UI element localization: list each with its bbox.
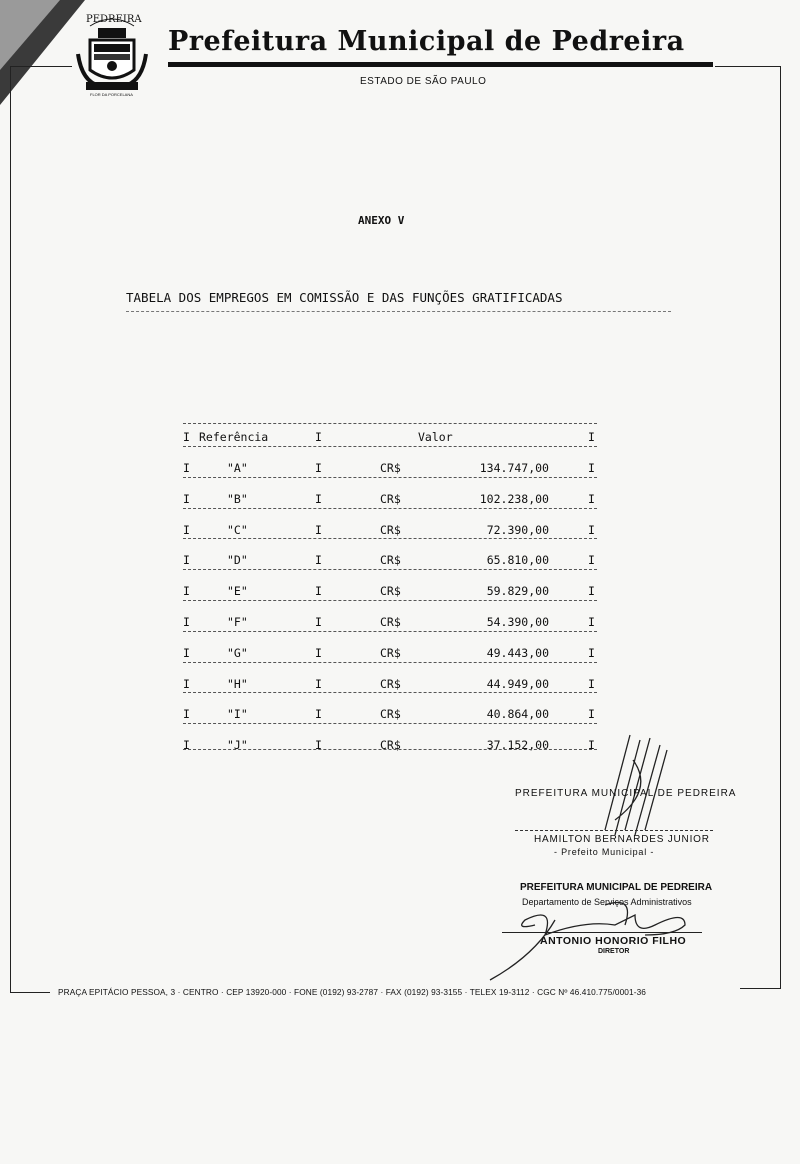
signature-org: PREFEITURA MUNICIPAL DE PEDREIRA bbox=[515, 788, 737, 799]
crest-text-top: PEDREIRA bbox=[86, 14, 142, 25]
row-value: 65.810,00 bbox=[486, 553, 549, 568]
table-border: I bbox=[183, 522, 190, 537]
table-border: I bbox=[315, 738, 322, 753]
signatory-role: - Prefeito Municipal - bbox=[554, 847, 655, 857]
stamp-name: ANTONIO HONORIO FILHO bbox=[540, 935, 687, 947]
table-bottom-border bbox=[183, 749, 597, 750]
table-row bbox=[183, 707, 597, 721]
table-row bbox=[183, 738, 597, 752]
table-separator bbox=[183, 446, 597, 447]
table-border: I bbox=[588, 738, 595, 753]
table-border: I bbox=[588, 491, 595, 506]
table-separator bbox=[183, 631, 597, 632]
footer-rule bbox=[740, 988, 781, 989]
table-border: I bbox=[315, 430, 322, 444]
table-border: I bbox=[315, 491, 322, 506]
row-value: 44.949,00 bbox=[486, 676, 549, 691]
header-value: Valor bbox=[418, 430, 453, 444]
row-value: 134.747,00 bbox=[479, 461, 549, 475]
row-reference: "A" bbox=[227, 461, 248, 475]
table-border: I bbox=[315, 645, 322, 660]
table-separator bbox=[183, 600, 597, 601]
title-rule bbox=[168, 62, 713, 67]
row-reference: "C" bbox=[227, 522, 248, 537]
row-reference: "E" bbox=[227, 584, 248, 599]
row-reference: "H" bbox=[227, 676, 248, 691]
signature-scribble bbox=[585, 730, 685, 840]
row-reference: "G" bbox=[227, 645, 248, 660]
signature-line bbox=[515, 830, 713, 831]
table-border: I bbox=[315, 461, 322, 475]
table-border: I bbox=[315, 522, 322, 537]
table-border: I bbox=[183, 584, 190, 599]
table-border: I bbox=[315, 676, 322, 691]
row-value: 49.443,00 bbox=[486, 645, 549, 660]
annex-heading: ANEXO V bbox=[358, 214, 405, 227]
stamp-org: PREFEITURA MUNICIPAL DE PEDREIRA bbox=[520, 882, 713, 893]
row-value: 37.152,00 bbox=[486, 738, 549, 753]
table-border: I bbox=[588, 553, 595, 568]
table-row bbox=[183, 646, 597, 660]
row-value: 102.238,00 bbox=[479, 491, 549, 506]
table-border: I bbox=[588, 645, 595, 660]
municipal-crest-logo bbox=[76, 14, 148, 98]
table-separator bbox=[183, 723, 597, 724]
table-border: I bbox=[588, 676, 595, 691]
row-currency: CR$ bbox=[380, 461, 401, 475]
row-value: 40.864,00 bbox=[486, 707, 549, 722]
table-border: I bbox=[183, 645, 190, 660]
frame-line bbox=[780, 66, 781, 988]
frame-line bbox=[10, 66, 11, 992]
title-underline bbox=[126, 311, 671, 312]
table-header-row bbox=[183, 430, 597, 444]
letterhead-title: Prefeitura Municipal de Pedreira bbox=[168, 26, 685, 57]
table-separator bbox=[183, 692, 597, 693]
signatory-name: HAMILTON BERNARDES JUNIOR bbox=[534, 834, 710, 845]
table-border: I bbox=[183, 676, 190, 691]
row-value: 54.390,00 bbox=[486, 615, 549, 629]
table-border: I bbox=[588, 584, 595, 599]
table-border: I bbox=[183, 553, 190, 568]
header-reference: Referência bbox=[199, 430, 269, 444]
row-value: 72.390,00 bbox=[486, 522, 549, 537]
table-border: I bbox=[315, 615, 322, 629]
stamp-role: DIRETOR bbox=[598, 948, 630, 955]
table-border: I bbox=[183, 461, 190, 475]
footer-rule bbox=[10, 992, 50, 993]
table-border: I bbox=[183, 615, 190, 629]
table-separator bbox=[183, 477, 597, 478]
table-row bbox=[183, 461, 597, 475]
row-currency: CR$ bbox=[380, 645, 401, 660]
table-row bbox=[183, 615, 597, 629]
row-reference: "F" bbox=[227, 615, 248, 629]
row-currency: CR$ bbox=[380, 707, 401, 722]
row-currency: CR$ bbox=[380, 615, 401, 629]
table-separator bbox=[183, 569, 597, 570]
table-top-border bbox=[183, 423, 597, 424]
table-row bbox=[183, 584, 597, 598]
table-border: I bbox=[315, 584, 322, 599]
table-border: I bbox=[588, 461, 595, 475]
stamp-department: Departamento de Serviços Administrativos bbox=[522, 897, 692, 907]
crest-text-bottom: FLOR DA PORCELANA bbox=[90, 92, 133, 97]
row-reference: "B" bbox=[227, 491, 248, 506]
row-reference: "I" bbox=[227, 707, 248, 722]
row-currency: CR$ bbox=[380, 553, 401, 568]
row-currency: CR$ bbox=[380, 522, 401, 537]
table-title: TABELA DOS EMPREGOS EM COMISSÃO E DAS FUNÇÕES GRATIFICADAS bbox=[126, 290, 563, 305]
table-row bbox=[183, 523, 597, 537]
table-border: I bbox=[588, 522, 595, 537]
table-border: I bbox=[183, 491, 190, 506]
table-border: I bbox=[588, 615, 595, 629]
table-border: I bbox=[315, 707, 322, 722]
table-border: I bbox=[588, 430, 595, 444]
table-row bbox=[183, 492, 597, 506]
table-separator bbox=[183, 538, 597, 539]
table-row bbox=[183, 677, 597, 691]
row-value: 59.829,00 bbox=[486, 584, 549, 599]
row-currency: CR$ bbox=[380, 738, 401, 753]
table-border: I bbox=[183, 430, 190, 444]
frame-line bbox=[10, 66, 72, 67]
table-separator bbox=[183, 662, 597, 663]
table-row bbox=[183, 553, 597, 567]
footer-address: PRAÇA EPITÁCIO PESSOA, 3 · CENTRO · CEP 13920-000 · FONE (0192) 93-2787 · FAX (0192) 93-3155 · TELEX 19-3112 · CGC Nº 46.410.775/0001-36 bbox=[58, 987, 647, 997]
row-currency: CR$ bbox=[380, 676, 401, 691]
row-reference: "D" bbox=[227, 553, 248, 568]
row-currency: CR$ bbox=[380, 491, 401, 506]
table-border: I bbox=[183, 738, 190, 753]
frame-line bbox=[715, 66, 781, 67]
row-currency: CR$ bbox=[380, 584, 401, 599]
row-reference: "J" bbox=[227, 738, 248, 753]
table-border: I bbox=[588, 707, 595, 722]
table-border: I bbox=[315, 553, 322, 568]
table-separator bbox=[183, 508, 597, 509]
letterhead-state: ESTADO DE SÃO PAULO bbox=[360, 76, 487, 87]
table-border: I bbox=[183, 707, 190, 722]
